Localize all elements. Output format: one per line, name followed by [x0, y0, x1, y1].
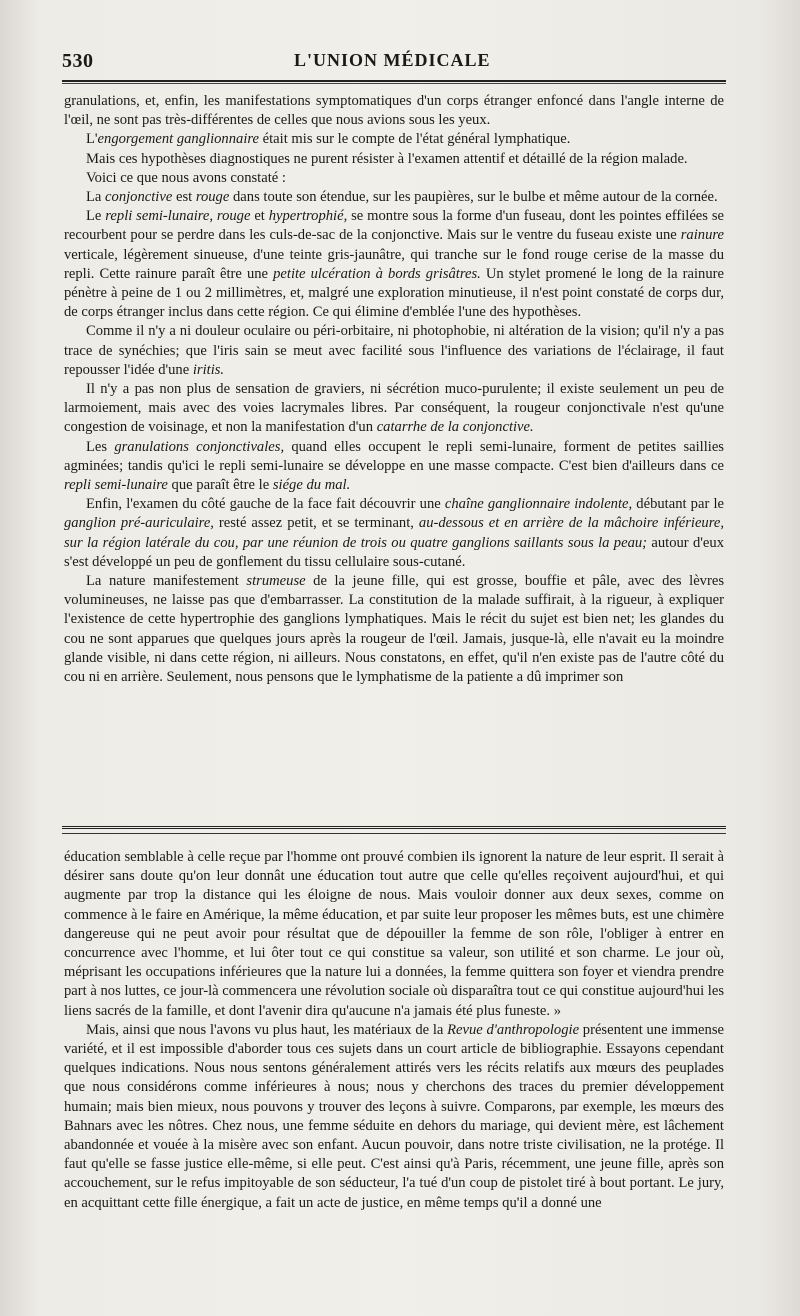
text-run: La — [86, 189, 106, 206]
italic-text: engorgement ganglionnaire — [97, 131, 259, 148]
paragraph — [64, 207, 724, 322]
text-run: quand elles occupent le repli semi-lunaire, forment de petites saillies agminées; tandis qu'ici le repli semi-lunaire se développe en une masse compacte. C'est bien d'ailleurs dans ce — [64, 438, 724, 474]
italic-text: strumeuse — [246, 573, 306, 590]
paragraph — [64, 438, 724, 496]
paragraph — [64, 130, 724, 149]
text-run: Comme il n'y a ni douleur oculaire ou péri-orbitaire, ni photophobie, ni altération de la vision; qu'il n'y a pas trace de synéchies; que l'iris sain se meut avec facilité sous l'influence des variations de l'éclairage, il faut repousser l'idée d'une — [64, 323, 724, 378]
text-run: granulations, et, enfin, les manifestations symptomatiques d'un corps étranger enfoncé dans l'angle interne de l'œil, ne sont pas très-différentes de celles que nous avions sous les yeux. — [64, 93, 724, 129]
text-run: que paraît être le — [167, 477, 273, 494]
text-run: Un stylet promené le long de la rainure pénètre à peine de 1 ou 2 millimètres, et, malgré une exploration minutieuse, il n'est point constaté de corps dur, de corps étranger inclus dans cette région. Ce qui élimine d'emblée l'une des hypothèses. — [64, 265, 724, 321]
text-run: éducation semblable à celle reçue par l'homme ont prouvé combien ils ignorent la nature de leur esprit. Il serait à désirer sans doute qu'on leur donnât une éducation tout autre que celle qu'elles reçoivent aujourd'hui, et qui augmente par trop la distance qui les éloigne de nous. Mais vouloir donner aux deux sexes, comme on commence à le faire en Amérique, la même éducation, et par suite leur proposer les mêmes buts, est une chimère dangereuse qui ne peut avoir pour résultat que de dépouiller la femme de son rôle, l'obliger à entrer en concurrence avec l'homme, et lui ôter tout ce qui constitue sa valeur, son utilité et son charme. Le jour où, méprisant les occupations inférieures que la nature lui a données, la femme quittera son foyer et viendra prendre part à nos luttes, ce jour-là commencera une révolution sociale où disparaîtra tout ce qui constitue aujourd'hui les liens sacrés de la famille, et dont l'avenir dira qu'aucune n'a jamais été plus funeste. » — [64, 849, 724, 1019]
italic-text: iritis. — [192, 361, 225, 378]
header-rule — [62, 80, 726, 84]
text-run: Il n'y a pas non plus de sensation de graviers, ni sécrétion muco-purulente; il existe seulement un peu de larmoiement, mais avec des voies lacrymales libres. Par conséquent, la rougeur conjonctivale n'est qu'une congestion de voisinage, et non la manifestation d'un — [64, 381, 724, 436]
italic-text: petite ulcération à bords grisâtres. — [273, 265, 481, 282]
italic-text: chaîne ganglionnaire indolente, — [444, 496, 633, 513]
text-run: autour d'eux s'est développé un peu de gonflement du tissu cellulaire sous-cutané. — [64, 534, 724, 570]
text-run: se montre sous la forme d'un fuseau, dont les pointes effilées se recourbent pour se perdre dans les culs-de-sac de la conjonctive. Mais sur le ventre du fuseau existe une — [64, 208, 724, 244]
upper-text-block — [64, 92, 724, 687]
text-run: Voici ce que nous avons constaté : — [86, 169, 286, 186]
text-run: était mis sur le compte de l'état général lymphatique. — [259, 131, 571, 148]
paragraph — [64, 572, 724, 687]
text-run: Mais ces hypothèses diagnostiques ne purent résister à l'examen attentif et détaillé de la région malade. — [86, 150, 688, 167]
running-title: L'UNION MÉDICALE — [294, 50, 491, 70]
italic-text: repli semi-lunaire, rouge — [105, 208, 251, 225]
text-run: de la jeune fille, qui est grosse, bouffie et pâle, avec des lèvres volumineuses, ne laisse pas que d'embarrasser. La constitution de la malade suffirait, à la rigueur, à expliquer l'existence de cette hypertrophie des ganglions lymphatiques. Mais le récit du sujet est bien net; les glandes du cou ne sont apparues que quelques jours après la rougeur de l'œil. Jamais, jusque-là, elle n'avait eu la moindre glande visible, ni dans cette région, ni ailleurs. Nous constatons, en effet, qu'il n'en existe pas de l'autre côté du cou ni en arrière. Seulement, nous pensons que le lymphatisme de la patiente a dû imprimer son — [64, 573, 724, 686]
text-run: et — [250, 208, 269, 225]
text-run: Enfin, l'examen du côté gauche de la face fait découvrir une — [86, 496, 445, 513]
paragraph — [64, 150, 724, 169]
text-run: verticale, légèrement sinueuse, d'une teinte gris-jaunâtre, qui tranche sur le fond rouge cerise de la masse du repli. Cette rainure paraît être une — [64, 246, 724, 282]
section-divider — [62, 826, 726, 834]
italic-text: conjonctive — [105, 189, 173, 206]
italic-text: granulations conjonctivales, — [114, 438, 285, 455]
italic-text: rouge — [195, 189, 230, 206]
lower-text-block — [64, 848, 724, 1213]
paragraph — [64, 169, 724, 188]
paragraph — [64, 495, 724, 572]
paragraph — [64, 848, 724, 1021]
italic-text: catarrhe de la conjonctive. — [376, 419, 534, 436]
text-run: La nature manifestement — [86, 573, 247, 590]
text-run: présentent une immense variété, et il est impossible d'aborder tous ces sujets dans un court article de bibliographie. Essayons cependant quelques indications. Nous nous sentons généralement attirés vers les récits relatifs aux mœurs des peuplades que nous considérons comme inférieures à nous; nous y cherchons des traces du premier développement humain; mais bien mieux, nous pouvons y trouver des leçons à suivre. Comparons, par exemple, les mœurs des Bahnars avec les nôtres. Chez nous, une femme séduite en dehors du mariage, qui devient mère, est lâchement abandonnée et vouée à la misère avec son enfant. Aucun pouvoir, dans notre triste civilisation, ne la protége. Il faut qu'elle se fasse justice elle-même, si elle peut. C'est ainsi qu'à Paris, récemment, une jeune fille, après son accouchement, sur le refus impitoyable de son séducteur, l'a tué d'un coup de pistolet tiré à bout portant. Le jury, en acquittant cette fille énergique, a fait un acte de justice, en même temps qu'il a donné une — [64, 1021, 724, 1211]
italic-text: repli semi-lunaire — [64, 477, 168, 494]
italic-text: rainure — [680, 227, 724, 244]
text-run: est — [172, 189, 196, 206]
italic-text: siége du mal. — [272, 477, 351, 494]
italic-text: hypertrophié, — [268, 208, 348, 225]
text-run: Mais, ainsi que nous l'avons vu plus haut, les matériaux de la — [86, 1021, 448, 1038]
paragraph — [64, 322, 724, 380]
paragraph — [64, 92, 724, 130]
text-run: dans toute son étendue, sur les paupières, sur le bulbe et même autour de la cornée. — [229, 189, 718, 206]
text-run: Les — [86, 438, 115, 455]
text-run: resté assez petit, et se terminant, — [213, 515, 419, 532]
page-number: 530 — [62, 50, 94, 72]
paragraph — [64, 188, 724, 207]
text-run: L' — [86, 131, 98, 148]
paragraph — [64, 1021, 724, 1213]
italic-text: ganglion pré-auriculaire, — [64, 515, 214, 532]
paragraph — [64, 380, 724, 438]
text-run: débutant par le — [632, 496, 724, 513]
italic-text: Revue d'anthropologie — [447, 1021, 580, 1038]
italic-text: au-dessous et en arrière de la mâchoire inférieure, sur la région latérale du cou, par une réunion de trois ou quatre ganglions saillants sous la peau; — [64, 515, 724, 551]
text-run: Le — [86, 208, 106, 225]
page-header — [62, 44, 720, 74]
